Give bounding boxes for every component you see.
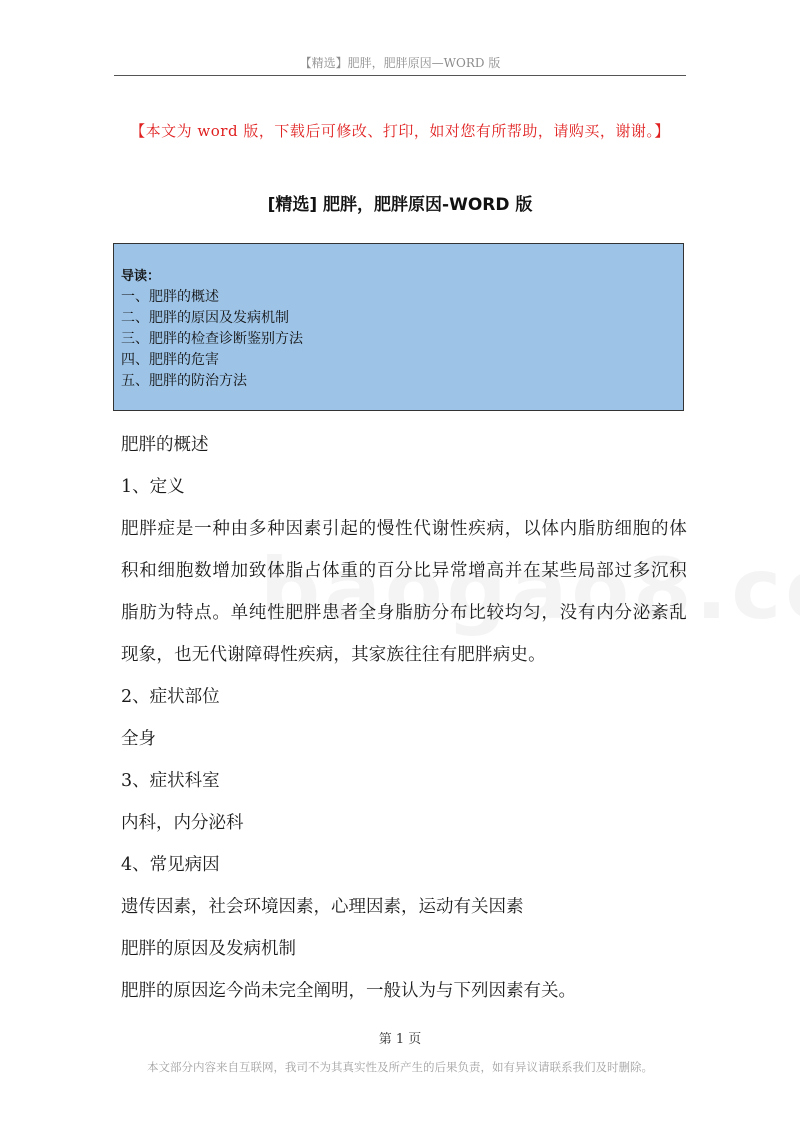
subsection-heading: 3、症状科室 [121, 771, 220, 791]
body-content [121, 424, 687, 1012]
body-paragraph: 肥胖的原因迄今尚未完全阐明，一般认为与下列因素有关。 [121, 981, 576, 1001]
running-header: 【精选】肥胖，肥胖原因—WORD 版 [299, 56, 501, 70]
toc-item: 二、肥胖的原因及发病机制 [121, 310, 289, 326]
toc-item: 一、肥胖的概述 [121, 289, 219, 305]
toc-item: 三、肥胖的检查诊断鉴别方法 [121, 331, 303, 347]
subsection-heading: 4、常见病因 [121, 855, 220, 875]
document-title: [精选] 肥胖，肥胖原因-WORD 版 [267, 195, 533, 215]
reading-guide-box [113, 243, 684, 411]
footer-disclaimer: 本文部分内容来自互联网，我司不为其真实性及所产生的后果负责，如有异议请联系我们及时删除。 [147, 1060, 653, 1074]
reading-guide-heading: 导读： [121, 269, 161, 284]
body-paragraph: 遗传因素，社会环境因素，心理因素，运动有关因素 [121, 897, 524, 917]
section-heading: 肥胖的概述 [121, 435, 209, 455]
definition-paragraph: 肥胖症是一种由多种因素引起的慢性代谢性疾病，以体内脂肪细胞的体积和细胞数增加致体脂占体重的百分比异常增高并在某些局部过多沉积脂肪为特点。单纯性肥胖患者全身脂肪分布比较均匀，没有内分泌紊乱现象，也无代谢障碍性疾病，其家族往往有肥胖病史。 [121, 519, 687, 665]
page-number: 第 1 页 [378, 1032, 422, 1047]
toc-item: 四、肥胖的危害 [121, 352, 219, 368]
purchase-notice: 【本文为 word 版，下载后可修改、打印，如对您有所帮助，请购买，谢谢。】 [130, 122, 670, 140]
header-divider [114, 75, 686, 76]
toc-item: 五、肥胖的防治方法 [121, 373, 247, 389]
section-heading: 肥胖的原因及发病机制 [121, 939, 296, 959]
subsection-heading: 2、症状部位 [121, 687, 220, 707]
body-paragraph: 全身 [121, 729, 156, 749]
subsection-heading: 1、定义 [121, 477, 185, 497]
body-paragraph: 内科，内分泌科 [121, 813, 244, 833]
